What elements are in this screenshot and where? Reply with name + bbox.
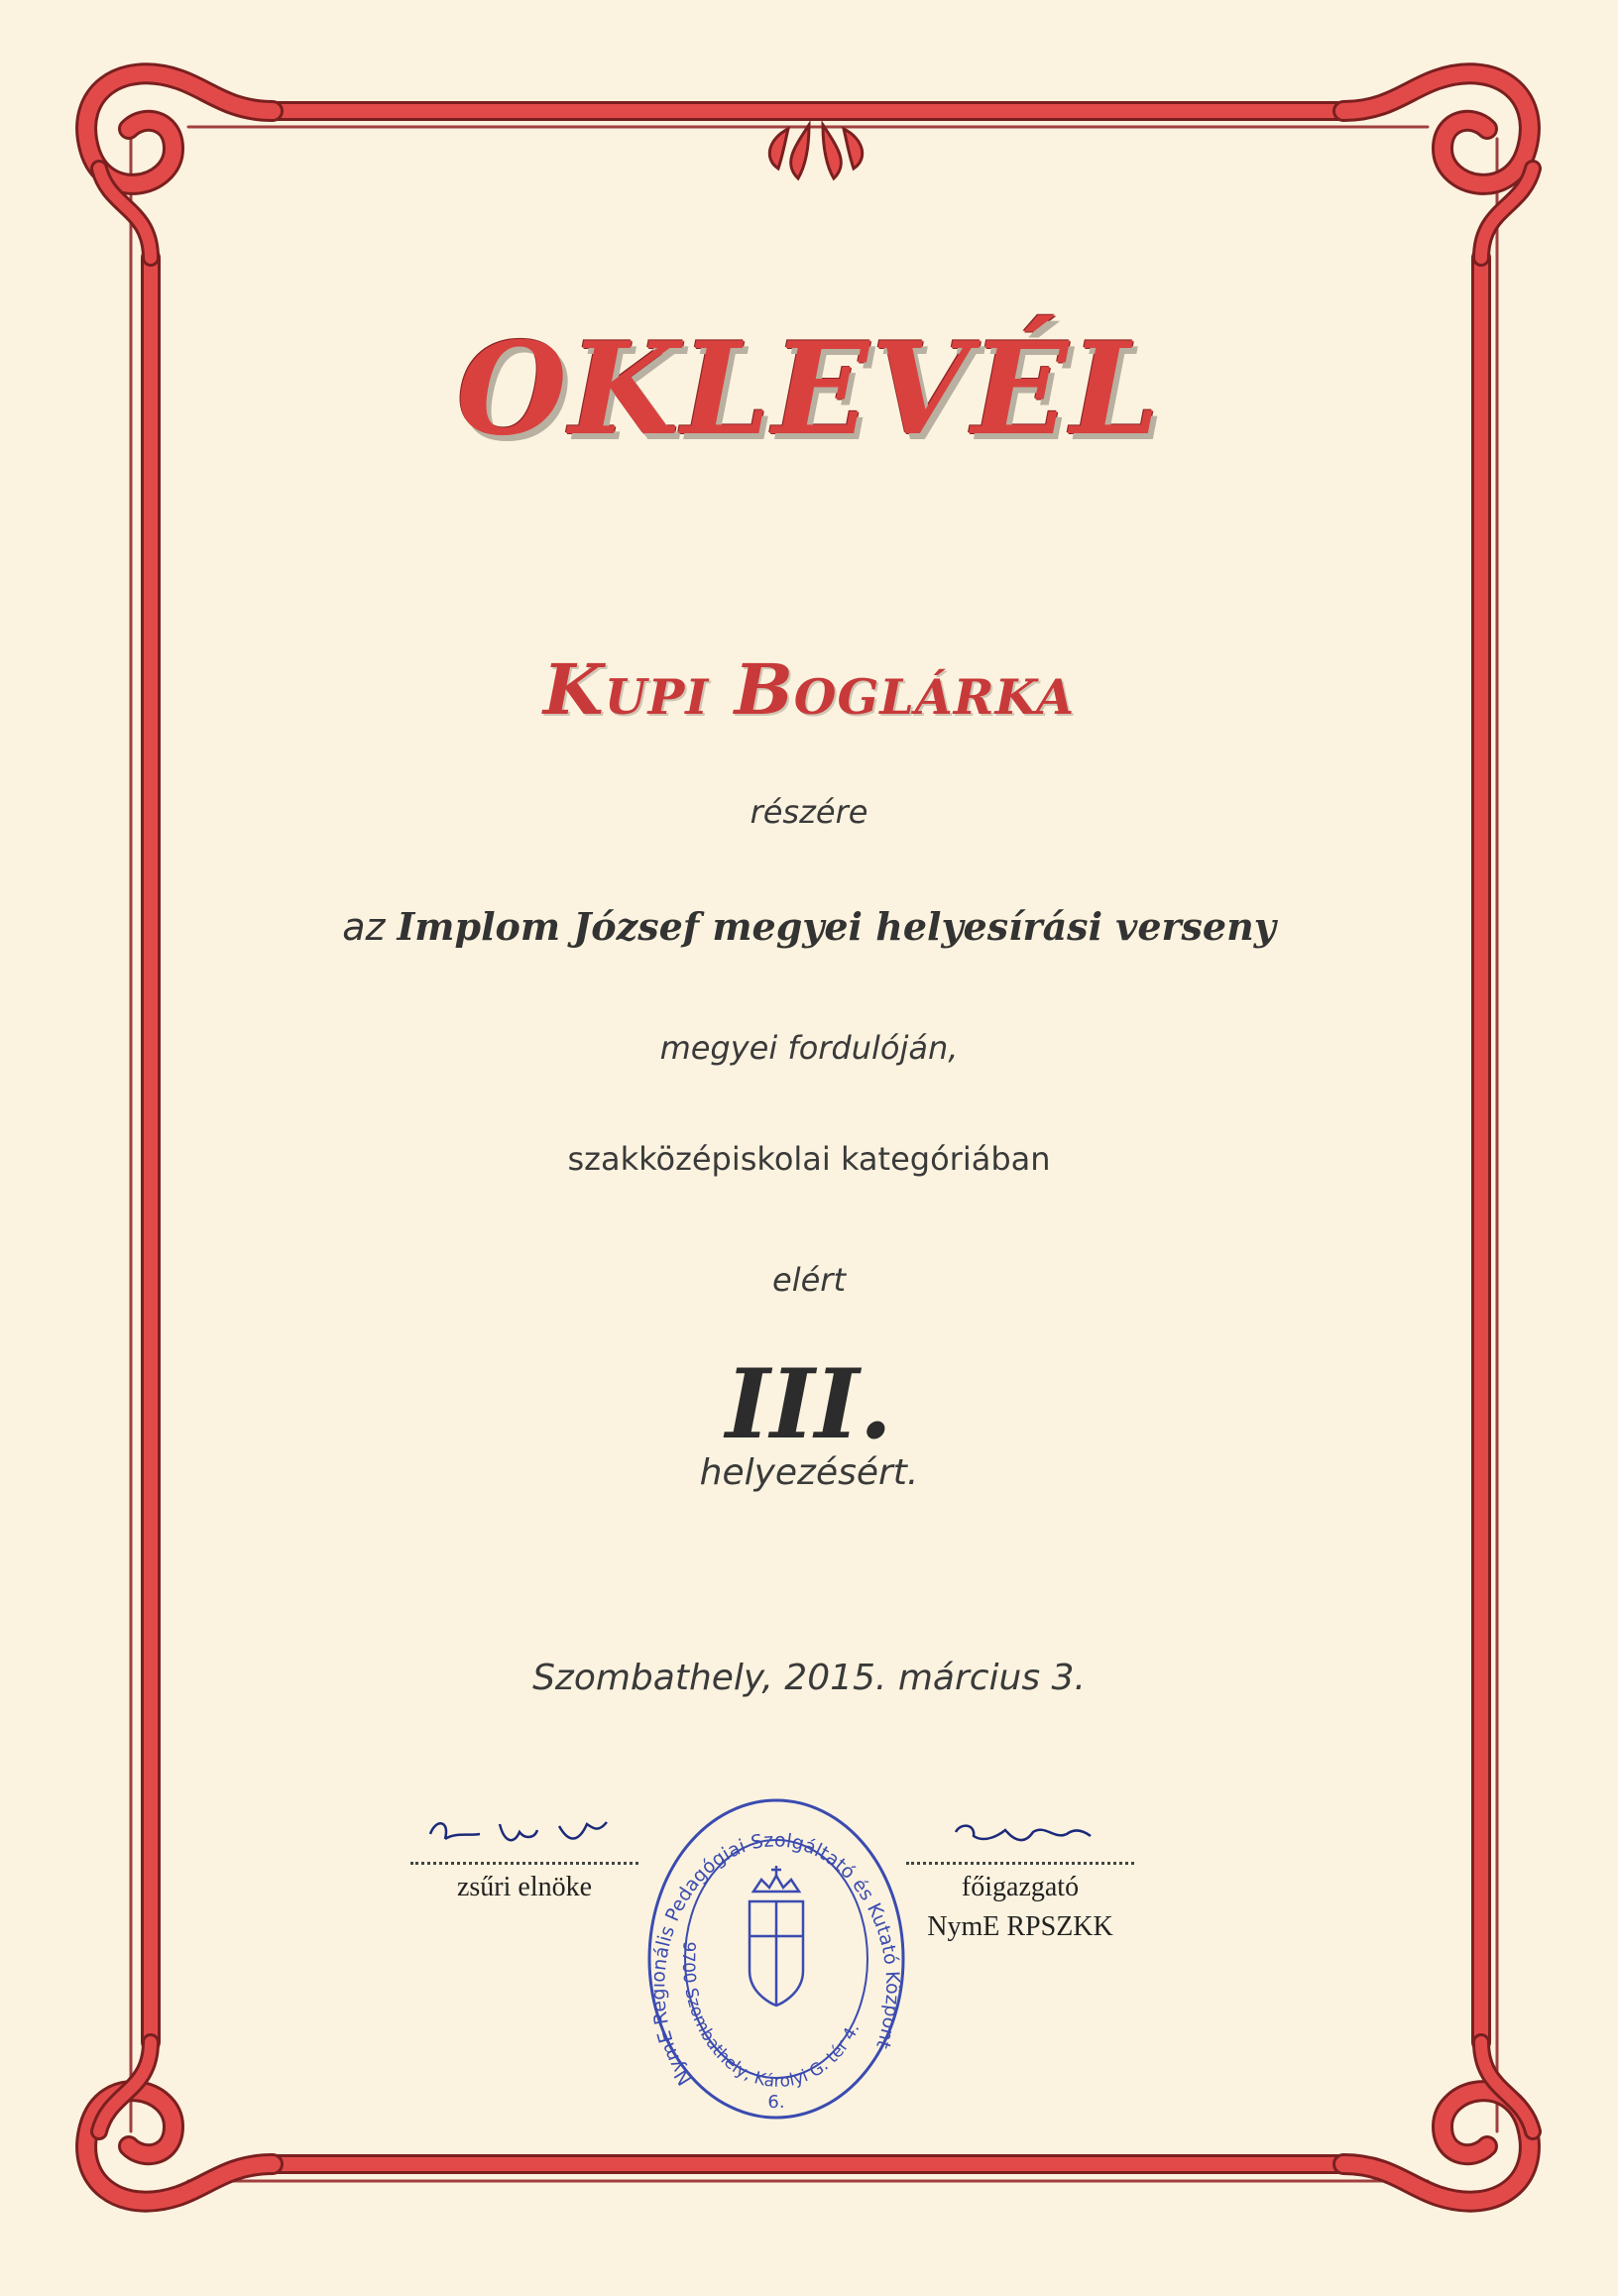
achieved-text: elért xyxy=(772,1261,846,1299)
stamp-number: 6. xyxy=(767,2092,785,2113)
signature-left xyxy=(410,1804,638,1904)
competition-line xyxy=(0,904,1618,949)
official-stamp xyxy=(642,1792,910,2125)
place-value: III. xyxy=(725,1348,893,1460)
signature-line xyxy=(410,1804,638,1865)
right-org: NymE RPSZKK xyxy=(927,1911,1113,1942)
round-text: megyei fordulóján, xyxy=(659,1029,959,1067)
left-role: zsűri elnöke xyxy=(456,1872,593,1902)
placement-text: helyezésért. xyxy=(699,1452,919,1493)
for-text: részére xyxy=(750,793,868,831)
competition-prefix: az xyxy=(342,905,386,949)
coat-of-arms-icon xyxy=(750,1866,803,2006)
date-line: Szombathely, 2015. március 3. xyxy=(532,1658,1086,1698)
category-text: szakközépiskolai kategóriában xyxy=(567,1140,1051,1178)
stamp-inner-text: 9700 Szombathely, Károlyi G. tér 4. xyxy=(677,1940,865,2092)
signature-scribble-icon xyxy=(906,1804,1134,1862)
signature-scribble-icon xyxy=(410,1804,638,1862)
right-role: főigazgató xyxy=(961,1872,1080,1902)
signature-line xyxy=(906,1804,1134,1865)
competition-name: Implom József megyei helyesírási verseny xyxy=(397,904,1276,949)
top-ornament xyxy=(769,125,862,178)
stamp-ring-text: NymE Regionális Pedagógiai Szolgáltató és Kutató Központ xyxy=(647,1829,904,2090)
recipient-name: Kupi Boglárka xyxy=(542,648,1076,731)
certificate-title: OKLEVÉL xyxy=(456,315,1162,464)
signature-right xyxy=(906,1804,1134,1944)
